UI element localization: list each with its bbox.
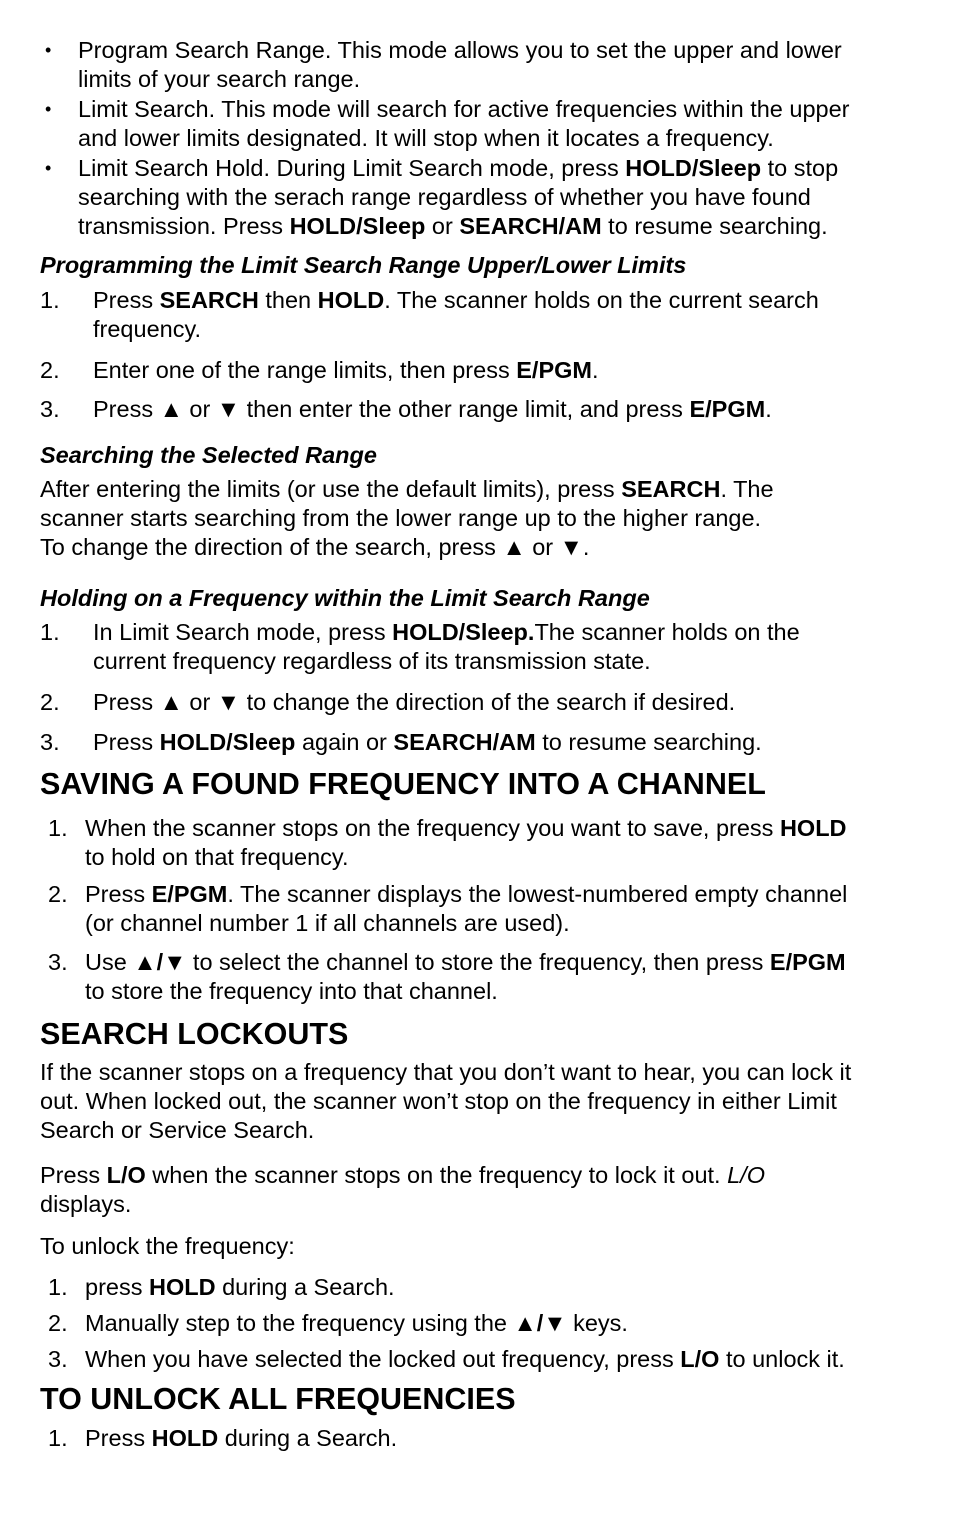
- bullet-item: [40, 36, 914, 94]
- text-line: When the scanner stops on the frequency you want to save, press HOLD: [85, 815, 847, 841]
- text-line: (or channel number 1 if all channels are used).: [85, 910, 570, 936]
- step-number: 3.: [40, 729, 60, 755]
- section-heading: TO UNLOCK ALL FREQUENCIES: [40, 1382, 516, 1416]
- numbered-step: [40, 356, 914, 385]
- text-line: to store the frequency into that channel.: [85, 978, 498, 1004]
- text-line: Program Search Range. This mode allows you to set the upper and lower: [78, 37, 842, 63]
- numbered-step: [40, 1345, 914, 1374]
- numbered-step: [40, 286, 914, 344]
- text-line: Press E/PGM. The scanner displays the lowest-numbered empty channel: [85, 881, 848, 907]
- text-line: frequency.: [93, 316, 201, 342]
- numbered-step: [40, 880, 914, 938]
- text-line: current frequency regardless of its transmission state.: [93, 648, 651, 674]
- section-heading: SEARCH LOCKOUTS: [40, 1017, 349, 1051]
- subheading: Holding on a Frequency within the Limit Search Range: [40, 585, 650, 611]
- numbered-step: [40, 395, 914, 424]
- bullet-item: [40, 154, 914, 241]
- text-line: Press ▲ or ▼ to change the direction of the search if desired.: [93, 689, 736, 715]
- text-line: After entering the limits (or use the default limits), press SEARCH. The: [40, 476, 774, 502]
- text-line: Use ▲/▼ to select the channel to store the frequency, then press E/PGM: [85, 949, 846, 975]
- text-line: Press ▲ or ▼ then enter the other range limit, and press E/PGM.: [93, 396, 772, 422]
- text-line: limits of your search range.: [78, 66, 361, 92]
- text-line: searching with the serach range regardless of whether you have found: [78, 184, 811, 210]
- numbered-step: [40, 618, 914, 676]
- text-line: Search or Service Search.: [40, 1117, 315, 1143]
- numbered-step: [40, 688, 914, 717]
- step-number: 2.: [48, 881, 68, 907]
- text-line: If the scanner stops on a frequency that you don’t want to hear, you can lock it: [40, 1059, 852, 1085]
- step-number: 3.: [48, 1346, 68, 1372]
- text-line: out. When locked out, the scanner won’t stop on the frequency in either Limit: [40, 1088, 837, 1114]
- text-line: to hold on that frequency.: [85, 844, 349, 870]
- text-line: Limit Search. This mode will search for active frequencies within the upper: [78, 96, 850, 122]
- text-line: To unlock the frequency:: [40, 1233, 295, 1259]
- paragraph: [40, 1161, 914, 1219]
- numbered-step: [40, 1273, 914, 1302]
- paragraph: [40, 1058, 914, 1145]
- step-number: 2.: [40, 357, 60, 383]
- text-line: transmission. Press HOLD/Sleep or SEARCH/AM to resume searching.: [78, 213, 828, 239]
- bullet-item: [40, 95, 914, 153]
- section-heading: SAVING A FOUND FREQUENCY INTO A CHANNEL: [40, 767, 766, 801]
- numbered-step: [40, 1309, 914, 1338]
- text-line: scanner starts searching from the lower range up to the higher range.: [40, 505, 762, 531]
- text-line: In Limit Search mode, press HOLD/Sleep.The scanner holds on the: [93, 619, 800, 645]
- numbered-step: [40, 728, 914, 757]
- bullet-marker: •: [45, 158, 52, 178]
- text-line: Press HOLD during a Search.: [85, 1425, 398, 1451]
- numbered-step: [40, 1424, 914, 1453]
- step-number: 1.: [40, 287, 60, 313]
- step-number: 1.: [40, 619, 60, 645]
- text-line: Press SEARCH then HOLD. The scanner holds on the current search: [93, 287, 819, 313]
- step-number: 2.: [48, 1310, 68, 1336]
- text-line: Enter one of the range limits, then press E/PGM.: [93, 357, 599, 383]
- step-number: 2.: [40, 689, 60, 715]
- paragraph: [40, 1232, 914, 1261]
- step-number: 1.: [48, 1425, 68, 1451]
- step-number: 3.: [40, 396, 60, 422]
- step-number: 1.: [48, 815, 68, 841]
- subheading: Programming the Limit Search Range Upper/Lower Limits: [40, 252, 687, 278]
- text-line: Manually step to the frequency using the ▲/▼ keys.: [85, 1310, 628, 1336]
- text-line: To change the direction of the search, press ▲ or ▼.: [40, 534, 590, 560]
- text-line: Press L/O when the scanner stops on the frequency to lock it out. L/O: [40, 1162, 765, 1188]
- text-line: When you have selected the locked out frequency, press L/O to unlock it.: [85, 1346, 845, 1372]
- numbered-step: [40, 814, 914, 872]
- text-line: Press HOLD/Sleep again or SEARCH/AM to resume searching.: [93, 729, 762, 755]
- step-number: 1.: [48, 1274, 68, 1300]
- text-line: and lower limits designated. It will stop when it locates a frequency.: [78, 125, 774, 151]
- numbered-step: [40, 948, 914, 1006]
- step-number: 3.: [48, 949, 68, 975]
- subheading: Searching the Selected Range: [40, 442, 377, 468]
- text-line: press HOLD during a Search.: [85, 1274, 395, 1300]
- bullet-marker: •: [45, 99, 52, 119]
- bullet-marker: •: [45, 40, 52, 60]
- text-line: Limit Search Hold. During Limit Search mode, press HOLD/Sleep to stop: [78, 155, 839, 181]
- paragraph: [40, 475, 914, 562]
- text-line: displays.: [40, 1191, 132, 1217]
